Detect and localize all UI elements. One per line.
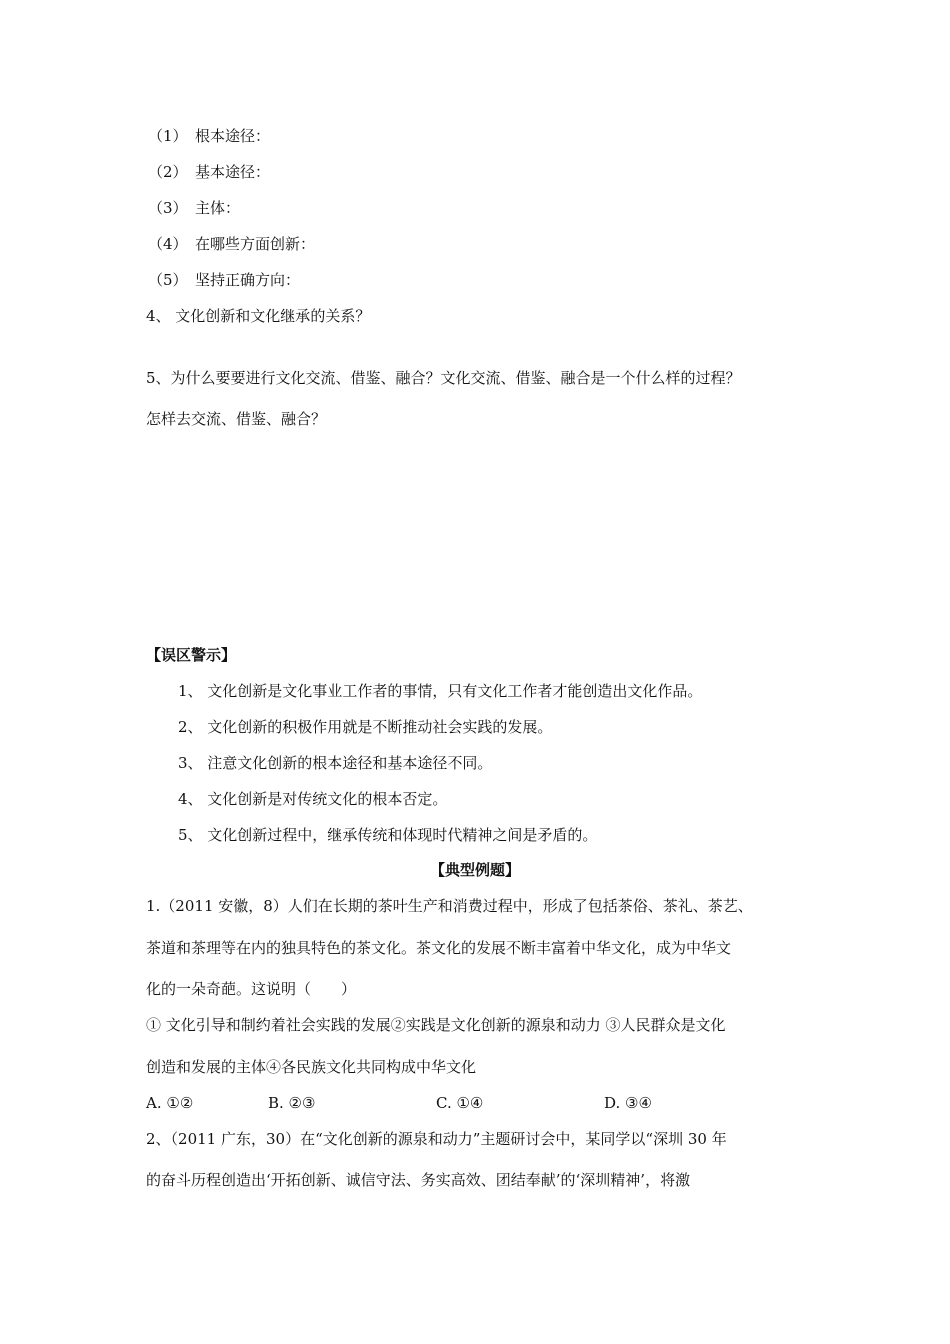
option-c: C. ①④: [436, 1094, 484, 1112]
example-1-line-1: 1.（2011 安徽，8）人们在长期的茶叶生产和消费过程中，形成了包括茶俗、茶礼、茶艺、: [146, 897, 753, 915]
question-5-line-1: 5、为什么要要进行文化交流、借鉴、融合？文化交流、借鉴、融合是一个什么样的过程？: [146, 369, 741, 387]
examples-heading: 【典型例题】: [429, 861, 520, 879]
misconception-item-3: 3、 注意文化创新的根本途径和基本途径不同。: [178, 754, 493, 772]
misconception-item-5: 5、 文化创新过程中，继承传统和体现时代精神之间是矛盾的。: [178, 826, 598, 844]
sub-item-3: （3） 主体：: [148, 199, 241, 217]
question-4: 4、 文化创新和文化继承的关系？: [146, 307, 371, 325]
example-1-line-5: 创造和发展的主体④各民族文化共同构成中华文化: [146, 1058, 477, 1076]
question-5-line-2: 怎样去交流、借鉴、融合？: [146, 410, 327, 428]
example-2-line-1: 2、（2011 广东，30）在“文化创新的源泉和动力”主题研讨会中，某同学以“深圳 30 年: [146, 1130, 727, 1148]
sub-item-1: （1） 根本途径：: [148, 127, 271, 145]
example-1-line-4: ① 文化引导和制约着社会实践的发展②实践是文化创新的源泉和动力 ③人民群众是文化: [146, 1016, 726, 1034]
example-1-line-3: 化的一朵奇葩。这说明（ ）: [146, 980, 357, 998]
misconception-item-1: 1、 文化创新是文化事业工作者的事情，只有文化工作者才能创造出文化作品。: [178, 682, 703, 700]
sub-item-5: （5） 坚持正确方向：: [148, 271, 301, 289]
option-a: A. ①②: [146, 1094, 194, 1112]
sub-item-4: （4） 在哪些方面创新：: [148, 235, 316, 253]
sub-item-2: （2） 基本途径：: [148, 163, 271, 181]
option-b: B. ②③: [268, 1094, 316, 1112]
option-d: D. ③④: [604, 1094, 652, 1112]
example-2-line-2: 的奋斗历程创造出‘开拓创新、诚信守法、务实高效、团结奉献’的‘深圳精神’，将激: [146, 1171, 691, 1189]
misconceptions-heading: 【误区警示】: [146, 646, 237, 664]
misconception-item-4: 4、 文化创新是对传统文化的根本否定。: [178, 790, 448, 808]
misconception-item-2: 2、 文化创新的积极作用就是不断推动社会实践的发展。: [178, 718, 553, 736]
example-1-line-2: 茶道和茶理等在内的独具特色的茶文化。茶文化的发展不断丰富着中华文化，成为中华文: [146, 939, 732, 957]
